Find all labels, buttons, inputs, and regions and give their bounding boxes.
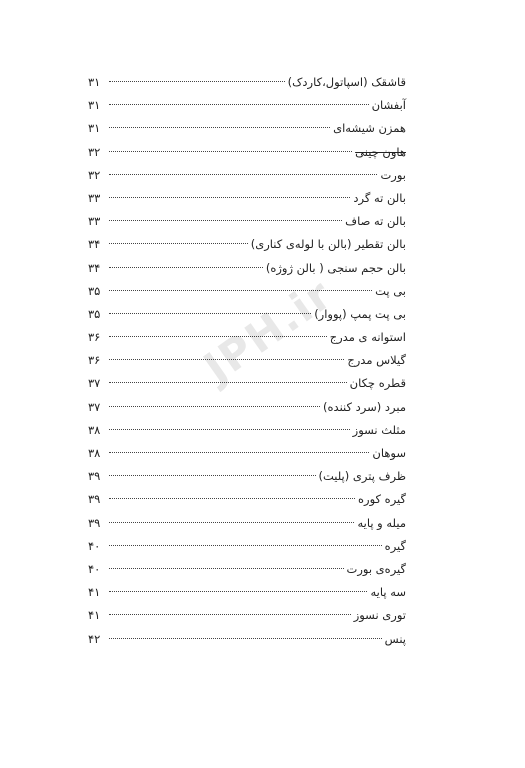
toc-entry-title: بالن ته صاف	[345, 214, 406, 229]
toc-entry	[88, 233, 406, 256]
dot-leader	[109, 267, 263, 268]
toc-entry	[88, 94, 406, 117]
toc-entry-title: بورت	[380, 167, 406, 182]
toc-entry-page: ۳۴	[88, 260, 101, 275]
toc-entry-page: ۳۲	[88, 167, 101, 182]
dot-leader	[109, 568, 344, 569]
toc-entry	[88, 442, 406, 465]
toc-entry-page: ۳۲	[88, 144, 101, 159]
toc-entry-page: ۴۲	[88, 631, 101, 646]
toc-entry	[88, 628, 406, 651]
toc-entry-page: ۳۳	[88, 214, 101, 229]
watermark: JPH.ir	[195, 268, 342, 393]
toc-entry-title: گیره	[384, 538, 406, 553]
toc-entry-page: ۳۱	[88, 121, 101, 136]
dot-leader	[109, 81, 285, 82]
toc-entry-title: میله و پایه	[357, 515, 406, 530]
toc-entry-title: استوانه ی مدرج	[329, 330, 406, 345]
dot-leader	[109, 591, 367, 592]
toc-entry-page: ۳۸	[88, 422, 101, 437]
dot-leader	[109, 475, 316, 476]
toc-entry	[88, 280, 406, 303]
dot-leader	[109, 614, 351, 615]
dot-leader	[109, 127, 330, 128]
dot-leader	[109, 243, 248, 244]
toc-entry	[88, 187, 406, 210]
toc-entry-title: گیره‌ی بورت	[346, 561, 406, 576]
toc-entry-title: بالن ته گرد	[353, 190, 406, 205]
toc-entry-title: پنس	[384, 631, 406, 646]
toc-entry-page: ۳۱	[88, 75, 101, 89]
toc-entry-page: ۳۸	[88, 446, 101, 460]
dot-leader	[109, 638, 382, 639]
toc-entry	[88, 604, 406, 627]
toc-entry-page: ۳۶	[88, 330, 101, 345]
toc-entry-page: ۳۷	[88, 376, 101, 391]
toc-entry-page: ۴۱	[88, 585, 101, 600]
toc-entry	[88, 117, 406, 140]
dot-leader	[109, 151, 352, 152]
toc-entry-page: ۳۵	[88, 283, 101, 298]
toc-entry-title: همزن شیشه‌ای	[333, 121, 406, 136]
toc-entry-page: ۳۷	[88, 399, 101, 414]
toc-entry-title: بالن حجم سنجی ( بالن ژوژه)	[265, 260, 406, 275]
toc-entry	[88, 71, 406, 94]
toc-entry-title: بی پت پمپ (پووار)	[314, 306, 406, 321]
toc-entry	[88, 488, 406, 511]
dot-leader	[109, 104, 369, 105]
dot-leader	[109, 174, 377, 175]
toc-entry-title: سوهان	[372, 446, 406, 460]
toc-entry	[88, 535, 406, 558]
toc-entry-page: ۳۴	[88, 237, 101, 252]
toc-entry	[88, 558, 406, 581]
toc-entry-page: ۳۵	[88, 306, 101, 321]
toc-entry-title: قطره چکان	[349, 376, 406, 391]
toc-entry-page: ۳۱	[88, 98, 101, 113]
toc-entry-title: قاشقک (اسپاتول،کاردک)	[287, 75, 406, 89]
toc-entry-title: سه پایه	[370, 585, 406, 600]
toc-entry	[88, 257, 406, 280]
toc-entry	[88, 512, 406, 535]
dot-leader	[109, 429, 350, 430]
toc-entry-page: ۳۹	[88, 515, 101, 530]
toc-entry-title: گیره کوره	[358, 492, 406, 507]
toc-entry-title: مبرد (سرد کننده)	[323, 399, 406, 414]
toc-entry	[88, 164, 406, 187]
toc-entry-title: مثلث نسوز	[352, 422, 406, 437]
toc-entry-page: ۴۰	[88, 561, 101, 576]
toc-entry-title: آبفشان	[371, 98, 406, 113]
dot-leader	[109, 290, 372, 291]
toc-entry-page: ۳۶	[88, 353, 101, 368]
toc-entry-page: ۳۳	[88, 190, 101, 205]
toc-entry	[88, 372, 406, 395]
toc-entry-page: ۳۹	[88, 469, 101, 484]
toc-entry	[88, 141, 406, 164]
dot-leader	[109, 498, 355, 499]
toc-entry	[88, 581, 406, 604]
dot-leader	[109, 220, 342, 221]
toc-entry	[88, 419, 406, 442]
toc-entry-title: گیلاس مدرج	[347, 353, 406, 368]
toc-entry-title: بی پت	[375, 283, 406, 298]
toc-entry-page: ۳۹	[88, 492, 101, 507]
dot-leader	[109, 406, 320, 407]
toc-entry-title: ظرف پتری (پلیت)	[318, 469, 406, 484]
toc-entry-title: هاون چینی	[355, 144, 406, 159]
toc-entry-title: بالن تقطیر (بالن با لوله‌ی کناری)	[250, 237, 406, 252]
toc-entry	[88, 210, 406, 233]
dot-leader	[109, 522, 354, 523]
toc-entry-title: توری نسوز	[353, 608, 406, 623]
dot-leader	[109, 197, 350, 198]
dot-leader	[109, 452, 369, 453]
toc-entry	[88, 465, 406, 488]
toc-entry	[88, 396, 406, 419]
toc-entry-page: ۴۱	[88, 608, 101, 623]
toc-entry-page: ۴۰	[88, 538, 101, 553]
dot-leader	[109, 545, 382, 546]
